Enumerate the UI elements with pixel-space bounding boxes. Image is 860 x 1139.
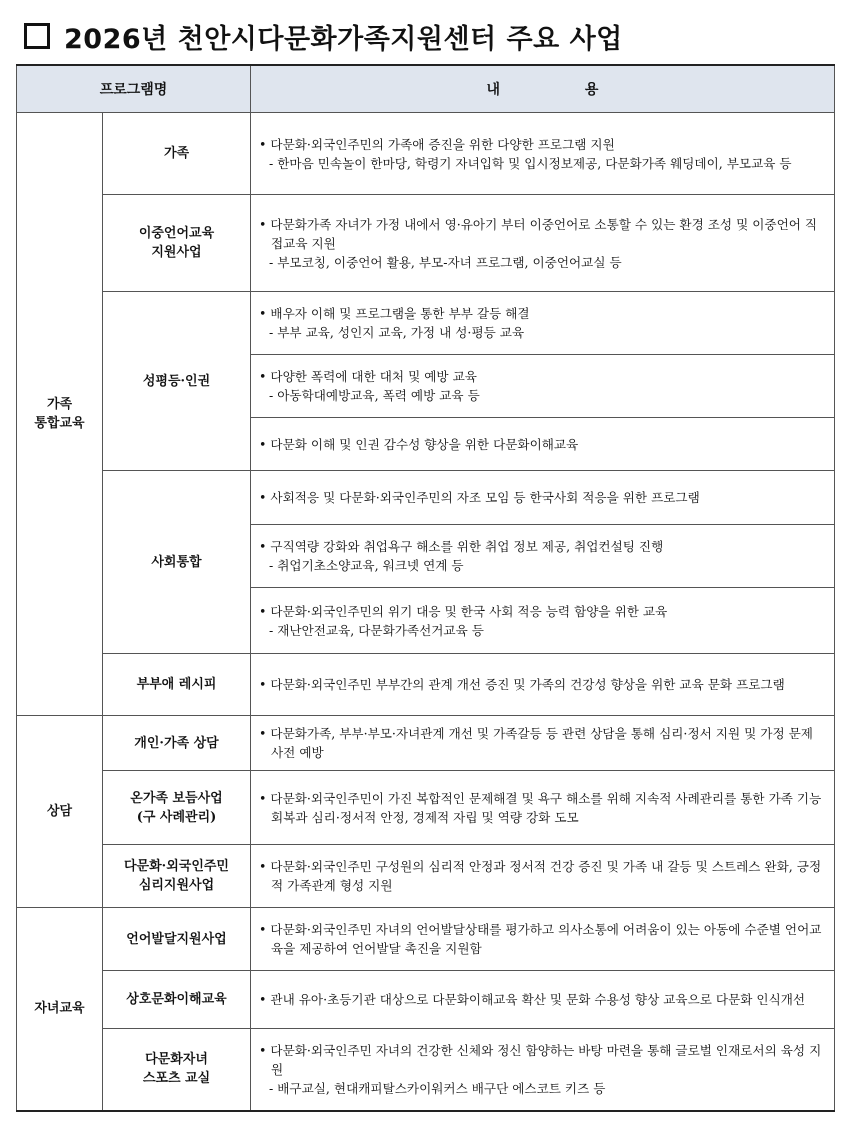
bullet-item: • 다문화·외국인주민이 가진 복합적인 문제해결 및 욕구 해소를 위해 지속적 사례관리를 통한 가족 기능회복과 심리·정서적 안정, 경제적 자립 및 역량 강화 도모 (259, 790, 822, 825)
checkbox-square-icon (24, 23, 50, 49)
subprogram-name (103, 845, 251, 908)
bullet-item: • 구직역량 강화와 취업욕구 해소를 위한 취업 정보 제공, 취업컨설팅 진행 (259, 539, 664, 554)
program-content (251, 716, 835, 771)
program-content (251, 471, 835, 525)
bullet-item: • 다문화가족, 부부·부모·자녀관계 개선 및 가족갈등 등 관련 상담을 통해 심리·정서 지원 및 가정 문제 사전 예방 (259, 726, 813, 760)
program-content (251, 588, 835, 654)
subprogram-name (103, 716, 251, 771)
subprogram-name-line: 언어발달지원사업 (126, 931, 227, 947)
subprogram-name (103, 1029, 251, 1111)
subprogram-name-line: (구 사례관리) (136, 809, 217, 825)
subprogram-name (103, 971, 251, 1029)
program-content (251, 845, 835, 908)
subprogram-name (103, 113, 251, 195)
program-content (251, 355, 835, 418)
category-child: 자녀교육 (17, 908, 103, 1111)
program-content (251, 908, 835, 971)
table-row (17, 716, 835, 771)
page-title: 2026년 천안시다문화가족지원센터 주요 사업 (64, 23, 623, 55)
page-title-block (24, 14, 623, 58)
table-row (17, 654, 835, 716)
bullet-item: • 다문화·외국인주민 부부간의 관계 개선 증진 및 가족의 건강성 향상을 위한 교육 문화 프로그램 (259, 677, 785, 692)
table-row (17, 113, 835, 195)
detail-item: - 아동학대예방교육, 폭력 예방 교육 등 (269, 388, 480, 403)
subprogram-name (103, 292, 251, 471)
program-table (16, 64, 835, 1112)
subprogram-name-line: 가족 (163, 146, 190, 161)
subprogram-name (103, 195, 251, 292)
program-content (251, 195, 835, 292)
table-row (17, 971, 835, 1029)
table-row (17, 195, 835, 292)
table-row (17, 908, 835, 971)
subprogram-name-line: 다문화·외국인주민 (124, 859, 229, 874)
subprogram-name-line: 상호문화이해교육 (126, 992, 227, 1007)
bullet-item: • 다문화·외국인주민의 위기 대응 및 한국 사회 적응 능력 함양을 위한 교육 (259, 603, 668, 619)
program-content (251, 771, 835, 845)
subprogram-name (103, 471, 251, 654)
program-content (251, 1029, 835, 1111)
table-header-row (17, 65, 835, 113)
header-program-name: 프로그램명 (17, 65, 251, 113)
bullet-item: • 다문화가족 자녀가 가정 내에서 영·유아기 부터 이중언어로 소통할 수 있는 환경 조성 및 이중언어 직접교육 지원 (259, 216, 818, 251)
subprogram-name (103, 908, 251, 971)
table-row (17, 771, 835, 845)
detail-item: - 부모코칭, 이중언어 활용, 부모-자녀 프로그램, 이중언어교실 등 (269, 254, 622, 270)
bullet-item: • 사회적응 및 다문화·외국인주민의 자조 모임 등 한국사회 적응을 위한 프로그램 (259, 490, 700, 505)
table-row (17, 471, 835, 525)
table-row (17, 845, 835, 908)
header-content: 내 용 (251, 65, 835, 113)
bullet-item: • 다문화·외국인주민 자녀의 건강한 신체와 정신 함양하는 바탕 마련을 통해 글로벌 인재로서의 육성 지원 (259, 1042, 822, 1077)
table-row (17, 1029, 835, 1111)
program-content (251, 971, 835, 1029)
subprogram-name-line: 지원사업 (151, 245, 202, 260)
subprogram-name-line: 스포츠 교실 (142, 1071, 211, 1087)
subprogram-name-line: 다문화자녀 (145, 1052, 208, 1068)
detail-item: - 배구교실, 현대캐피탈스카이워커스 배구단 에스코트 키즈 등 (269, 1080, 606, 1096)
bullet-item: • 다문화 이해 및 인권 감수성 향상을 위한 다문화이해교육 (259, 436, 579, 452)
detail-item: - 부부 교육, 성인지 교육, 가정 내 성·평등 교육 (269, 325, 525, 340)
bullet-item: • 다문화·외국인주민 자녀의 언어발달상태를 평가하고 의사소통에 어려움이 있는 아동에 수준별 언어교육을 제공하여 언어발달 촉진을 지원함 (259, 922, 822, 956)
category-family: 가족 통합교육 (17, 113, 103, 716)
detail-item: - 한마음 민속놀이 한마당, 학령기 자녀입학 및 입시정보제공, 다문화가족 웨딩데이, 부모교육 등 (269, 155, 792, 171)
table-row (17, 292, 835, 355)
subprogram-name-line: 심리지원사업 (138, 878, 215, 893)
bullet-item: • 배우자 이해 및 프로그램을 통한 부부 갈등 해결 (259, 306, 530, 321)
detail-item: - 재난안전교육, 다문화가족선거교육 등 (269, 622, 484, 638)
subprogram-name-line: 사회통합 (151, 554, 202, 570)
subprogram-name-line: 개인·가족 상담 (134, 735, 219, 751)
bullet-item: • 관내 유아·초등기관 대상으로 다문화이해교육 확산 및 문화 수용성 향상 교육으로 다문화 인식개선 (259, 992, 806, 1007)
subprogram-name-line: 이중언어교육 (138, 226, 215, 241)
program-content (251, 418, 835, 471)
subprogram-name-line: 부부애 레시피 (136, 677, 217, 692)
bullet-item: • 다문화·외국인주민 구성원의 심리적 안정과 정서적 건강 증진 및 가족 내 갈등 및 스트레스 완화, 긍정적 가족관계 형성 지원 (259, 859, 822, 893)
subprogram-name-line: 성평등·인권 (142, 373, 211, 389)
bullet-item: • 다양한 폭력에 대한 대처 및 예방 교육 (259, 369, 477, 384)
program-content (251, 525, 835, 588)
category-counsel: 상담 (17, 716, 103, 908)
program-content (251, 654, 835, 716)
subprogram-name (103, 654, 251, 716)
bullet-item: • 다문화·외국인주민의 가족애 증진을 위한 다양한 프로그램 지원 (259, 136, 615, 152)
subprogram-name (103, 771, 251, 845)
program-content (251, 113, 835, 195)
detail-item: - 취업기초소양교육, 워크넷 연계 등 (269, 558, 464, 573)
program-content (251, 292, 835, 355)
subprogram-name-line: 온가족 보듬사업 (130, 790, 223, 806)
